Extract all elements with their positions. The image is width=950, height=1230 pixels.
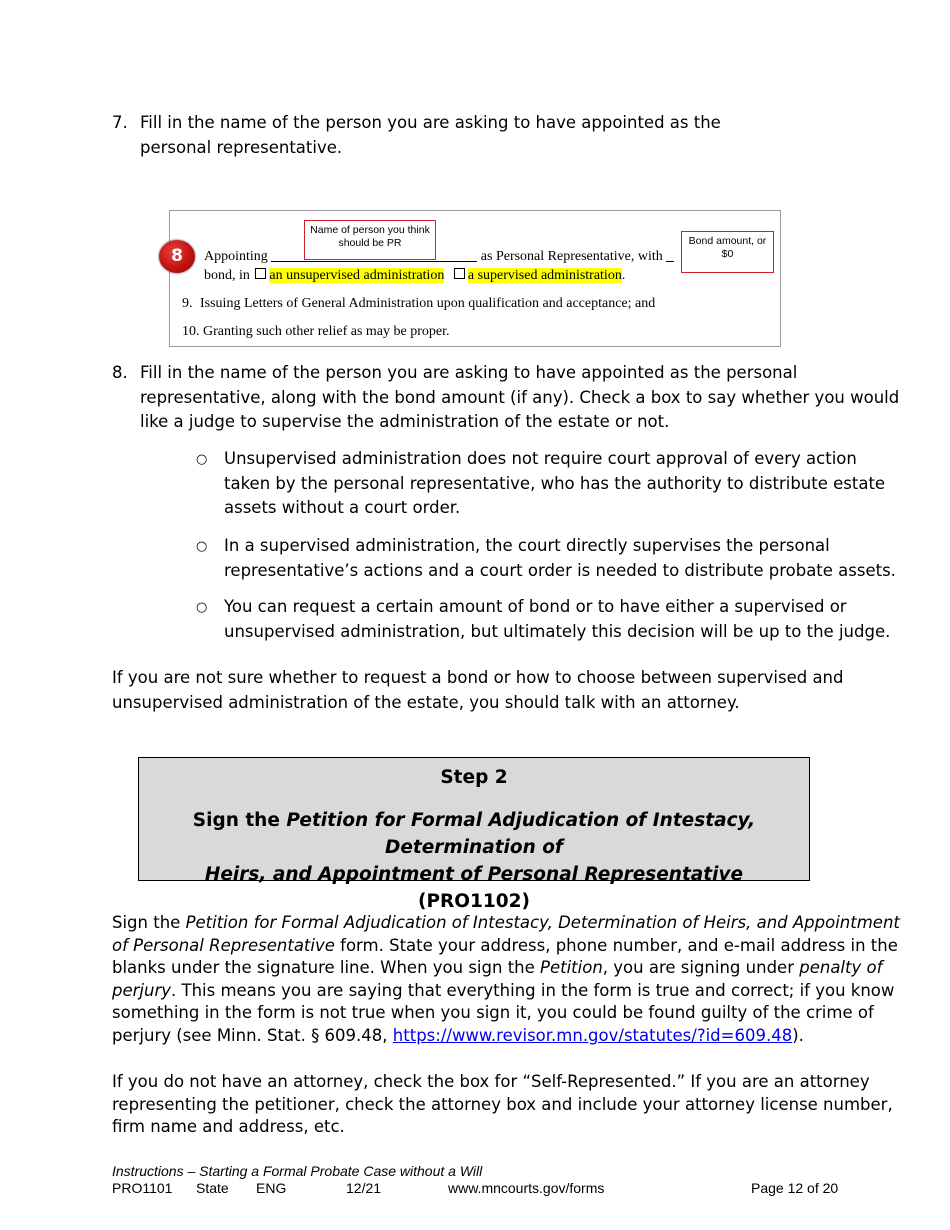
sign-line-1 <box>112 912 900 935</box>
bullet-unsupervised <box>196 447 886 521</box>
step-2-petition-line-1: Petition for Formal Adjudication of Intestacy, Determination of <box>286 810 756 858</box>
footer-date: 12/21 <box>346 1180 382 1196</box>
footer-form-code: PRO1101 <box>112 1180 173 1196</box>
footer-title: Instructions – Starting a Formal Probate Case without a Will <box>112 1163 483 1179</box>
bullet-line: unsupervised administration, but ultimately this decision will be up to the judge. <box>224 621 891 641</box>
bullet-line: assets without a court order. <box>224 498 461 517</box>
text-run: Petition <box>540 958 603 978</box>
footer-jurisdiction: State <box>196 1180 229 1196</box>
bond-line <box>204 268 625 284</box>
bullet-circle-icon: ○ <box>196 452 208 467</box>
text-run: Petition for Formal Adjudication of Intestacy, Determination of Heirs, and Appointment <box>185 913 900 932</box>
text-run: Sign the <box>112 913 181 932</box>
unsupervised-checkbox[interactable] <box>255 268 266 279</box>
sign-line-4 <box>112 980 895 1003</box>
step-2-form-code: (PRO1102) <box>418 891 530 912</box>
attorney-paragraph <box>112 1071 893 1139</box>
revisor-statute-link[interactable]: https://www.revisor.mn.gov/statutes/?id=609.48 <box>392 1025 793 1045</box>
sign-line-2 <box>112 935 898 958</box>
bullet-line: taken by the personal representative, who has the authority to distribute estate <box>224 473 886 493</box>
sign-line-6 <box>112 1025 852 1048</box>
attorney-line-2: representing the petitioner, check the attorney box and include your attorney license number, <box>112 1094 893 1114</box>
bond-blank <box>666 249 674 262</box>
step-2-box <box>138 757 810 912</box>
item-8-line-1: Fill in the name of the person you are asking to have appointed as the personal <box>140 363 798 382</box>
line-10 <box>182 324 449 340</box>
bullet-line: Unsupervised administration does not require court approval of every action <box>224 449 857 468</box>
appointing-label: Appointing <box>204 249 268 264</box>
appointing-line <box>204 249 674 265</box>
line-10-text: Granting such other relief as may be proper. <box>203 324 450 339</box>
step-2-sign-the: Sign the <box>192 810 280 831</box>
text-run: perjury <box>112 980 171 1000</box>
option-unsupervised: an unsupervised administration <box>269 268 445 283</box>
sign-line-3 <box>112 957 883 980</box>
line-9 <box>182 296 655 312</box>
bond-in-text: bond, in <box>204 268 250 283</box>
bullet-line: You can request a certain amount of bond or to have either a supervised or <box>224 597 847 616</box>
text-run: , you are signing under <box>602 958 794 978</box>
bullet-circle-icon: ○ <box>196 600 208 615</box>
option-period: . <box>621 268 626 283</box>
text-run: of Personal Representative <box>112 935 335 955</box>
bullet-supervised <box>196 534 896 583</box>
bullet-judge-decision <box>196 595 891 644</box>
bond-note <box>112 666 852 715</box>
text-run: blanks under the signature line. When you sign the <box>112 958 535 978</box>
step-2-petition-line-2: Heirs, and Appointment of Personal Representative <box>204 864 744 885</box>
text-run: ). <box>792 1025 804 1045</box>
item-7-number: 7. <box>112 113 128 132</box>
text-run: penalty of <box>799 958 883 978</box>
bullet-line: In a supervised administration, the court directly supervises the personal <box>224 536 830 555</box>
sign-paragraph <box>112 912 900 1048</box>
bond-note-line-1: If you are not sure whether to request a bond or how to choose between supervised and <box>112 668 844 687</box>
item-7-text: Fill in the name of the person you are asking to have appointed as the personal representative. <box>140 113 721 157</box>
item-8-line-2: representative, along with the bond amount (if any). Check a box to say whether you would <box>140 387 900 407</box>
item-8-number: 8. <box>112 363 128 382</box>
item-8 <box>112 361 900 435</box>
supervised-checkbox[interactable] <box>454 268 465 279</box>
bullet-line: representative’s actions and a court order is needed to distribute probate assets. <box>224 560 896 580</box>
option-supervised: a supervised administration <box>467 268 622 283</box>
sign-line-5: something in the form is not true when you sign it, you could be found guilty of the crime of <box>112 1003 874 1023</box>
item-8-line-3: like a judge to supervise the administration of the estate or not. <box>140 412 670 431</box>
text-run: perjury (see Minn. Stat. § 609.48, <box>112 1025 388 1045</box>
step-2-title: Step 2 <box>440 767 508 788</box>
as-pr-text: as Personal Representative, with <box>480 249 663 264</box>
item-7 <box>112 111 812 160</box>
footer-website: www.mncourts.gov/forms <box>448 1180 605 1196</box>
text-run: form. State your address, phone number, and e-mail address in the <box>340 935 898 955</box>
bond-note-line-2: unsupervised administration of the estate, you should talk with an attorney. <box>112 692 740 712</box>
footer-page-number: Page 12 of 20 <box>751 1180 839 1196</box>
attorney-line-3: firm name and address, etc. <box>112 1117 345 1137</box>
line-9-number: 9. <box>182 296 193 311</box>
callout-bond-amount: Bond amount, or $0 <box>681 231 774 273</box>
text-run: . This means you are saying that everything in the form is true and correct; if you know <box>171 980 895 1000</box>
step-2-heading <box>149 807 799 915</box>
step-8-badge: 8 <box>159 240 195 273</box>
footer-language: ENG <box>256 1180 287 1196</box>
bullet-circle-icon: ○ <box>196 539 208 554</box>
callout-name-of-person: Name of person you think should be PR <box>304 220 436 260</box>
line-10-number: 10. <box>182 324 200 339</box>
line-9-text: Issuing Letters of General Administration upon qualification and acceptance; and <box>200 296 656 311</box>
attorney-line-1: If you do not have an attorney, check the box for “Self-Represented.” If you are an attorney <box>112 1072 870 1091</box>
